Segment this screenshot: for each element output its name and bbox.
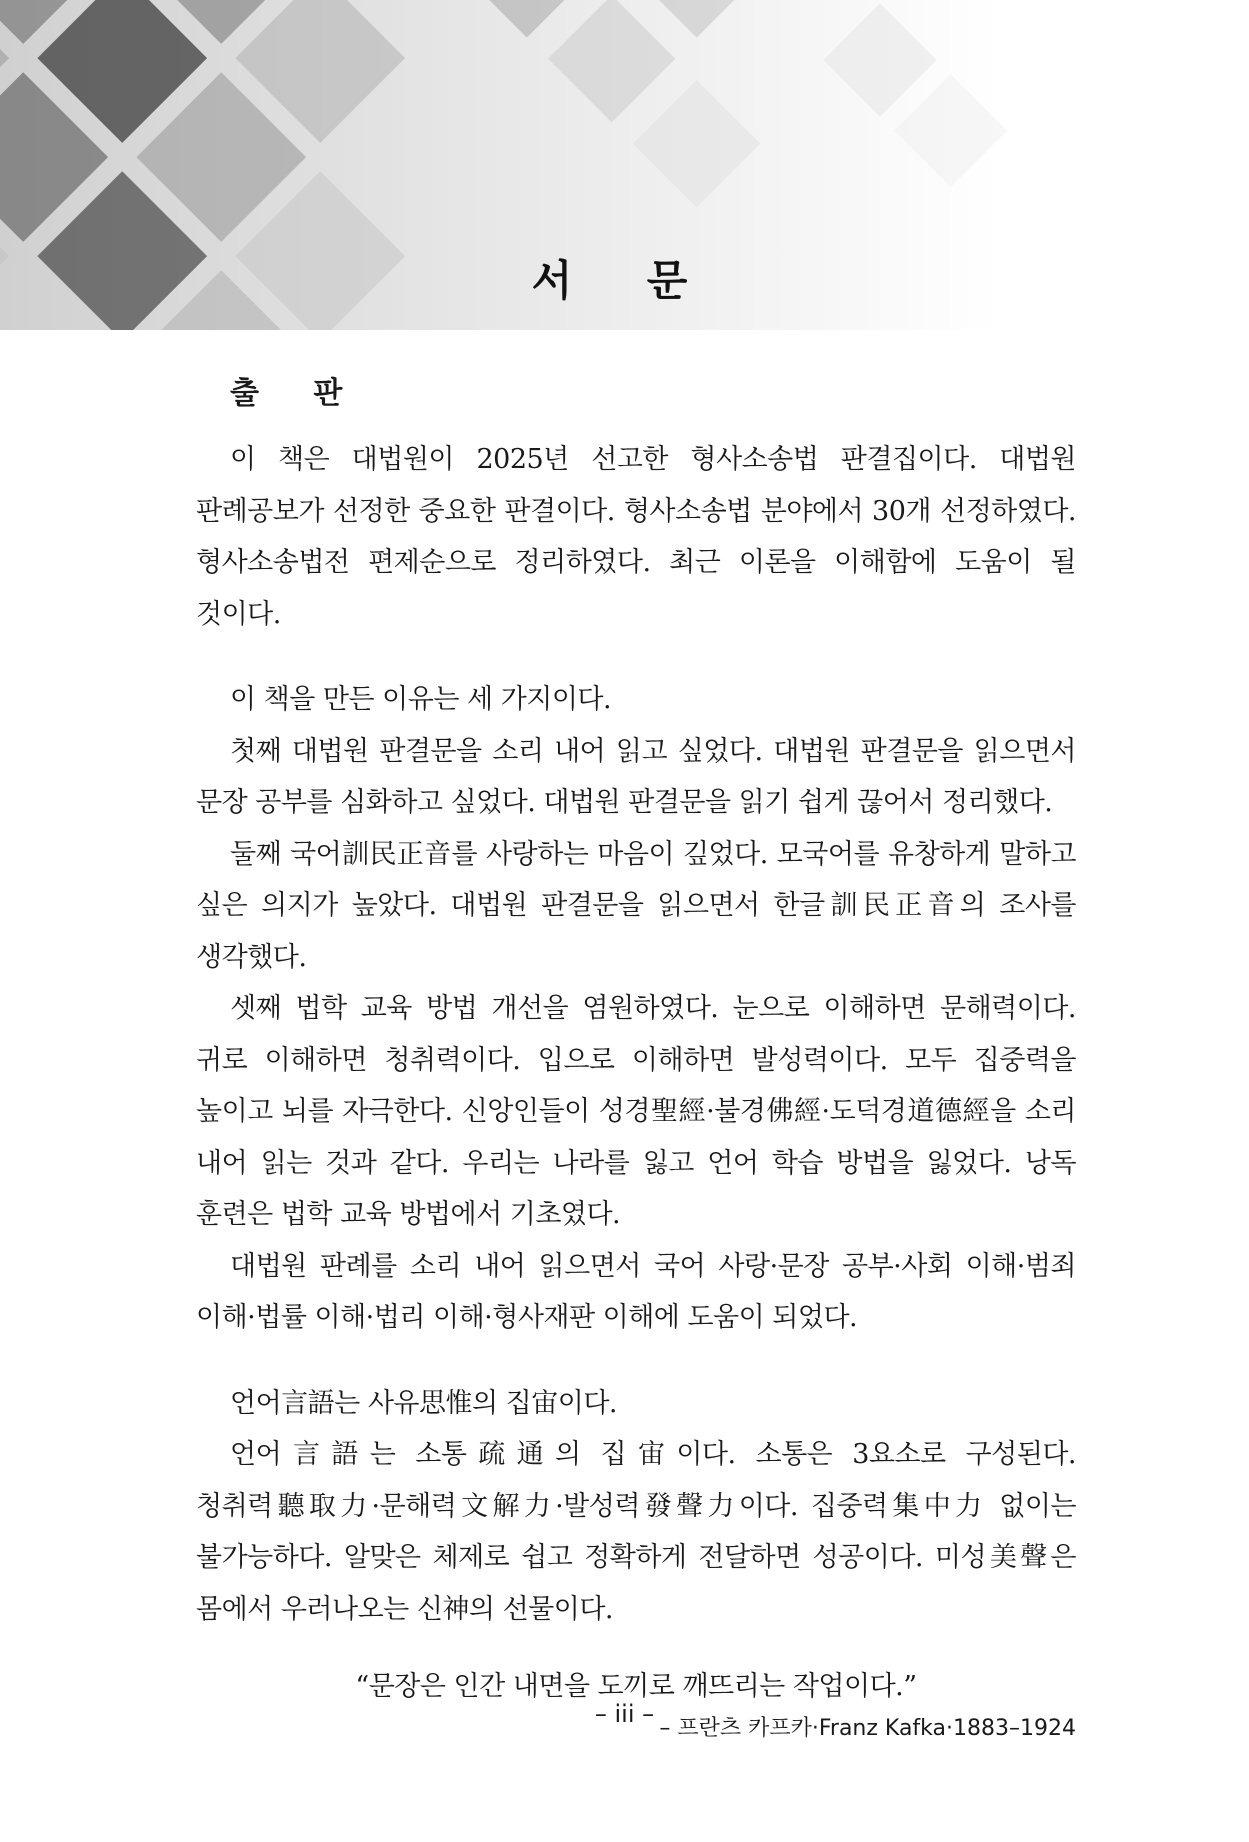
quote: “문장은 인간 내면을 도끼로 깨뜨리는 작업이다.” [355, 1671, 917, 1702]
paragraph: 둘째 국어訓民正音를 사랑하는 마음이 깊었다. 모국어를 유창하게 말하고 싶은 의지가 높았다. 대법원 판결문을 읽으면서 한글訓民正音의 조사를 생각했다. [196, 838, 1076, 973]
paragraph: 언어言語는 사유思惟의 집宙이다. [230, 1387, 617, 1419]
page-number: – iii – [594, 1700, 655, 1728]
paragraph: 이 책은 대법원이 2025년 선고한 형사소송법 판결집이다. 대법원 판례공보가 선정한 중요한 판결이다. 형사소송법 분야에서 30개 선정하였다. 형사소송법전 편제순으로 정리하였다. 최근 이론을 이해함에 도움이 될 것이다. [196, 444, 1076, 630]
paragraph: 이 책을 만든 이유는 세 가지이다. [230, 684, 612, 715]
chapter-title: 서 문 [531, 256, 718, 305]
paragraph: 대법원 판례를 소리 내어 읽으면서 국어 사랑·문장 공부·사회 이해·범죄 이해·법률 이해·법리 이해·형사재판 이해에 도움이 되었다. [196, 1250, 1076, 1333]
section-heading: 출 판 [230, 376, 365, 411]
paragraph: 언어言語는 소통疏通의 집宙이다. 소통은 3요소로 구성된다. 청취력聽取力·문해력文解力·발성력發聲力이다. 집중력集中力 없이는 불가능하다. 알맞은 체제로 쉽고 정확하게 전달하면 성공이다. 미성美聲은 몸에서 우러나오는 신神의 선물이다. [196, 1439, 1076, 1625]
header-banner [0, 0, 1249, 330]
paragraph: 첫째 대법원 판결문을 소리 내어 읽고 싶었다. 대법원 판결문을 읽으면서 문장 공부를 심화하고 싶었다. 대법원 판결문을 읽기 쉽게 끊어서 정리했다. [196, 735, 1076, 818]
paragraph: 셋째 법학 교육 방법 개선을 염원하였다. 눈으로 이해하면 문해력이다. 귀로 이해하면 청취력이다. 입으로 이해하면 발성력이다. 모두 집중력을 높이고 뇌를 자극한다. 신앙인들이 성경聖經·불경佛經·도덕경道德經을 소리 내어 읽는 것과 같다. 우리는 나라를 잃고 언어 학습 방법을 잃었다. 낭독 훈련은 법학 교육 방법에서 기초였다. [196, 993, 1076, 1230]
quote-attribution: – 프란츠 카프카·Franz Kafka·1883–1924 [659, 1716, 1076, 1741]
preface-body [196, 372, 1076, 1747]
